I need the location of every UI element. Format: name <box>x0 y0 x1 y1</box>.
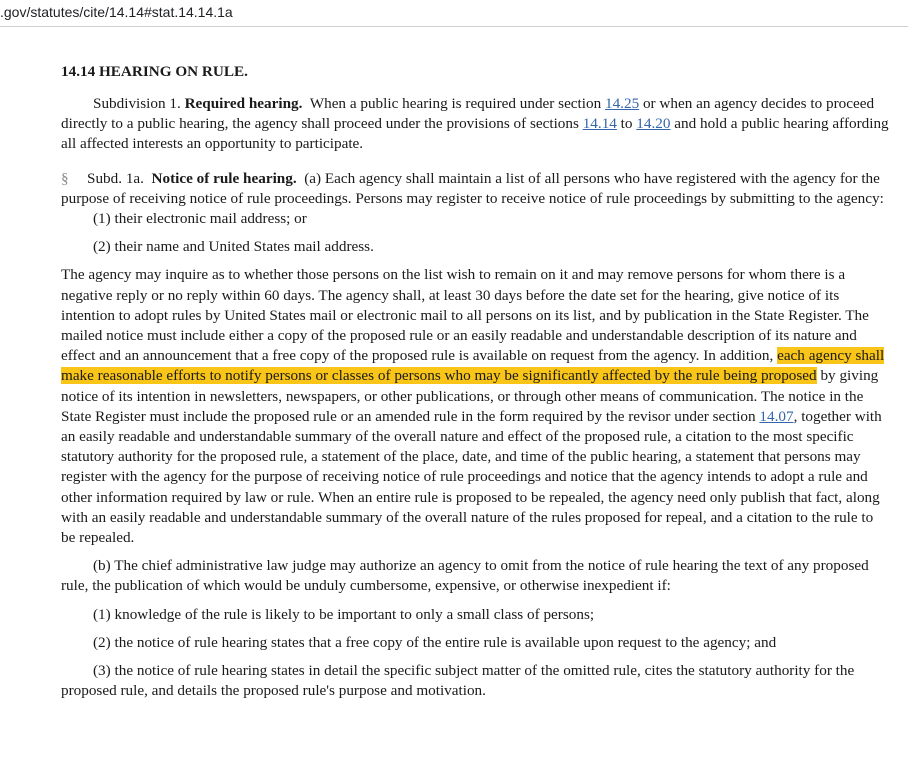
para-text-a: The agency may inquire as to whether those persons on the list wish to remain on it and may remove persons for whom there is a negative reply or no reply within 60 days. The agency shall, at least 30 days before the date set for the hearing, give notice of its intention to adopt rules by United States mail or electronic mail to all persons on its list, and by publication in the State Register. The mailed notice must include either a copy of the proposed rule or an easily readable and understandable description of its nature and effect and an announcement that a free copy of the proposed rule is available on request from the agency. In addition, <box>61 266 869 365</box>
subd1a-main-paragraph <box>61 265 889 548</box>
section-heading: 14.14 HEARING ON RULE. <box>61 63 248 80</box>
section-link-14-20[interactable]: 14.20 <box>636 115 671 133</box>
subd1a-paragraph-b: (b) The chief administrative law judge may authorize an agency to omit from the notice of rule hearing the text of any proposed rule, the publication of which would be unduly cumbersome, expensive, or otherwise inexpedient if: <box>61 557 869 595</box>
list-item: (3) the notice of rule hearing states in detail the specific subject matter of the omitted rule, cites the statutory authority for the proposed rule, and details the proposed rule's purpose and motivation. <box>61 662 855 700</box>
subd1a-text-a: (a) Each agency shall maintain a list of all persons who have registered with the agency for the purpose of receiving notice of rule proceedings. Persons may register to receive notice of rule proceedings by submitting to the agency: <box>61 169 884 207</box>
subd1-label: Subdivision 1. <box>93 95 181 112</box>
statute-content <box>61 62 889 701</box>
subdivision-1 <box>61 94 889 155</box>
para-text-b: by giving notice of its intention in newsletters, newspapers, or other publications, or through other means of communication. The notice in the State Register must include the proposed rule or an amended rule in the form required by the revisor under section <box>61 367 879 425</box>
url-text[interactable]: .gov/statutes/cite/14.14#stat.14.14.1a <box>0 4 233 20</box>
subdivision-1a <box>61 169 889 209</box>
list-item: (1) knowledge of the rule is likely to be important to only a small class of persons; <box>93 605 595 623</box>
subd1-text-d: and hold a public hearing affording all affected interests an opportunity to participate. <box>61 115 889 153</box>
subd1-text-c: to <box>620 115 633 133</box>
section-link-14-07[interactable]: 14.07 <box>759 407 794 425</box>
section-link-14-25[interactable]: 14.25 <box>604 95 640 112</box>
list-item: (2) their name and United States mail address. <box>93 238 374 256</box>
list-item: (1) their electronic mail address; or <box>93 210 307 228</box>
subd1a-label: Subd. 1a. <box>87 169 144 187</box>
section-symbol-icon[interactable]: § <box>61 169 69 187</box>
subd1-title: Required hearing. <box>184 95 303 112</box>
section-link-14-14[interactable]: 14.14 <box>582 115 617 133</box>
address-bar[interactable] <box>0 0 908 27</box>
highlighted-text: each agency shall make reasonable efforts to notify persons or classes of persons who may be significantly affected by the rule being proposed <box>61 347 885 385</box>
subd1a-title: Notice of rule hearing. <box>151 169 297 187</box>
subd1-text-a: When a public hearing is required under section <box>309 95 602 112</box>
para-text-c: , together with an easily readable and understandable summary of the overall nature and effect of the proposed rule, a citation to the most specific statutory authority for the proposed rule, a statement of the place, date, and time of the public hearing, a statement that persons may register with the agency for the purpose of receiving notice of rule proceedings and notice that the agency intends to adopt a rule and other information required by law or rule. When an entire rule is proposed to be repealed, the agency need only publish that fact, along with an easily readable and understandable summary of the overall nature of the rules proposed for repeal, and a citation to the rule to be repealed. <box>61 407 882 547</box>
subd1-text-b: or when an agency decides to proceed directly to a public hearing, the agency shall proceed under the provisions of sections <box>61 95 875 133</box>
list-item: (2) the notice of rule hearing states that a free copy of the entire rule is available upon request to the agency; and <box>93 633 777 651</box>
